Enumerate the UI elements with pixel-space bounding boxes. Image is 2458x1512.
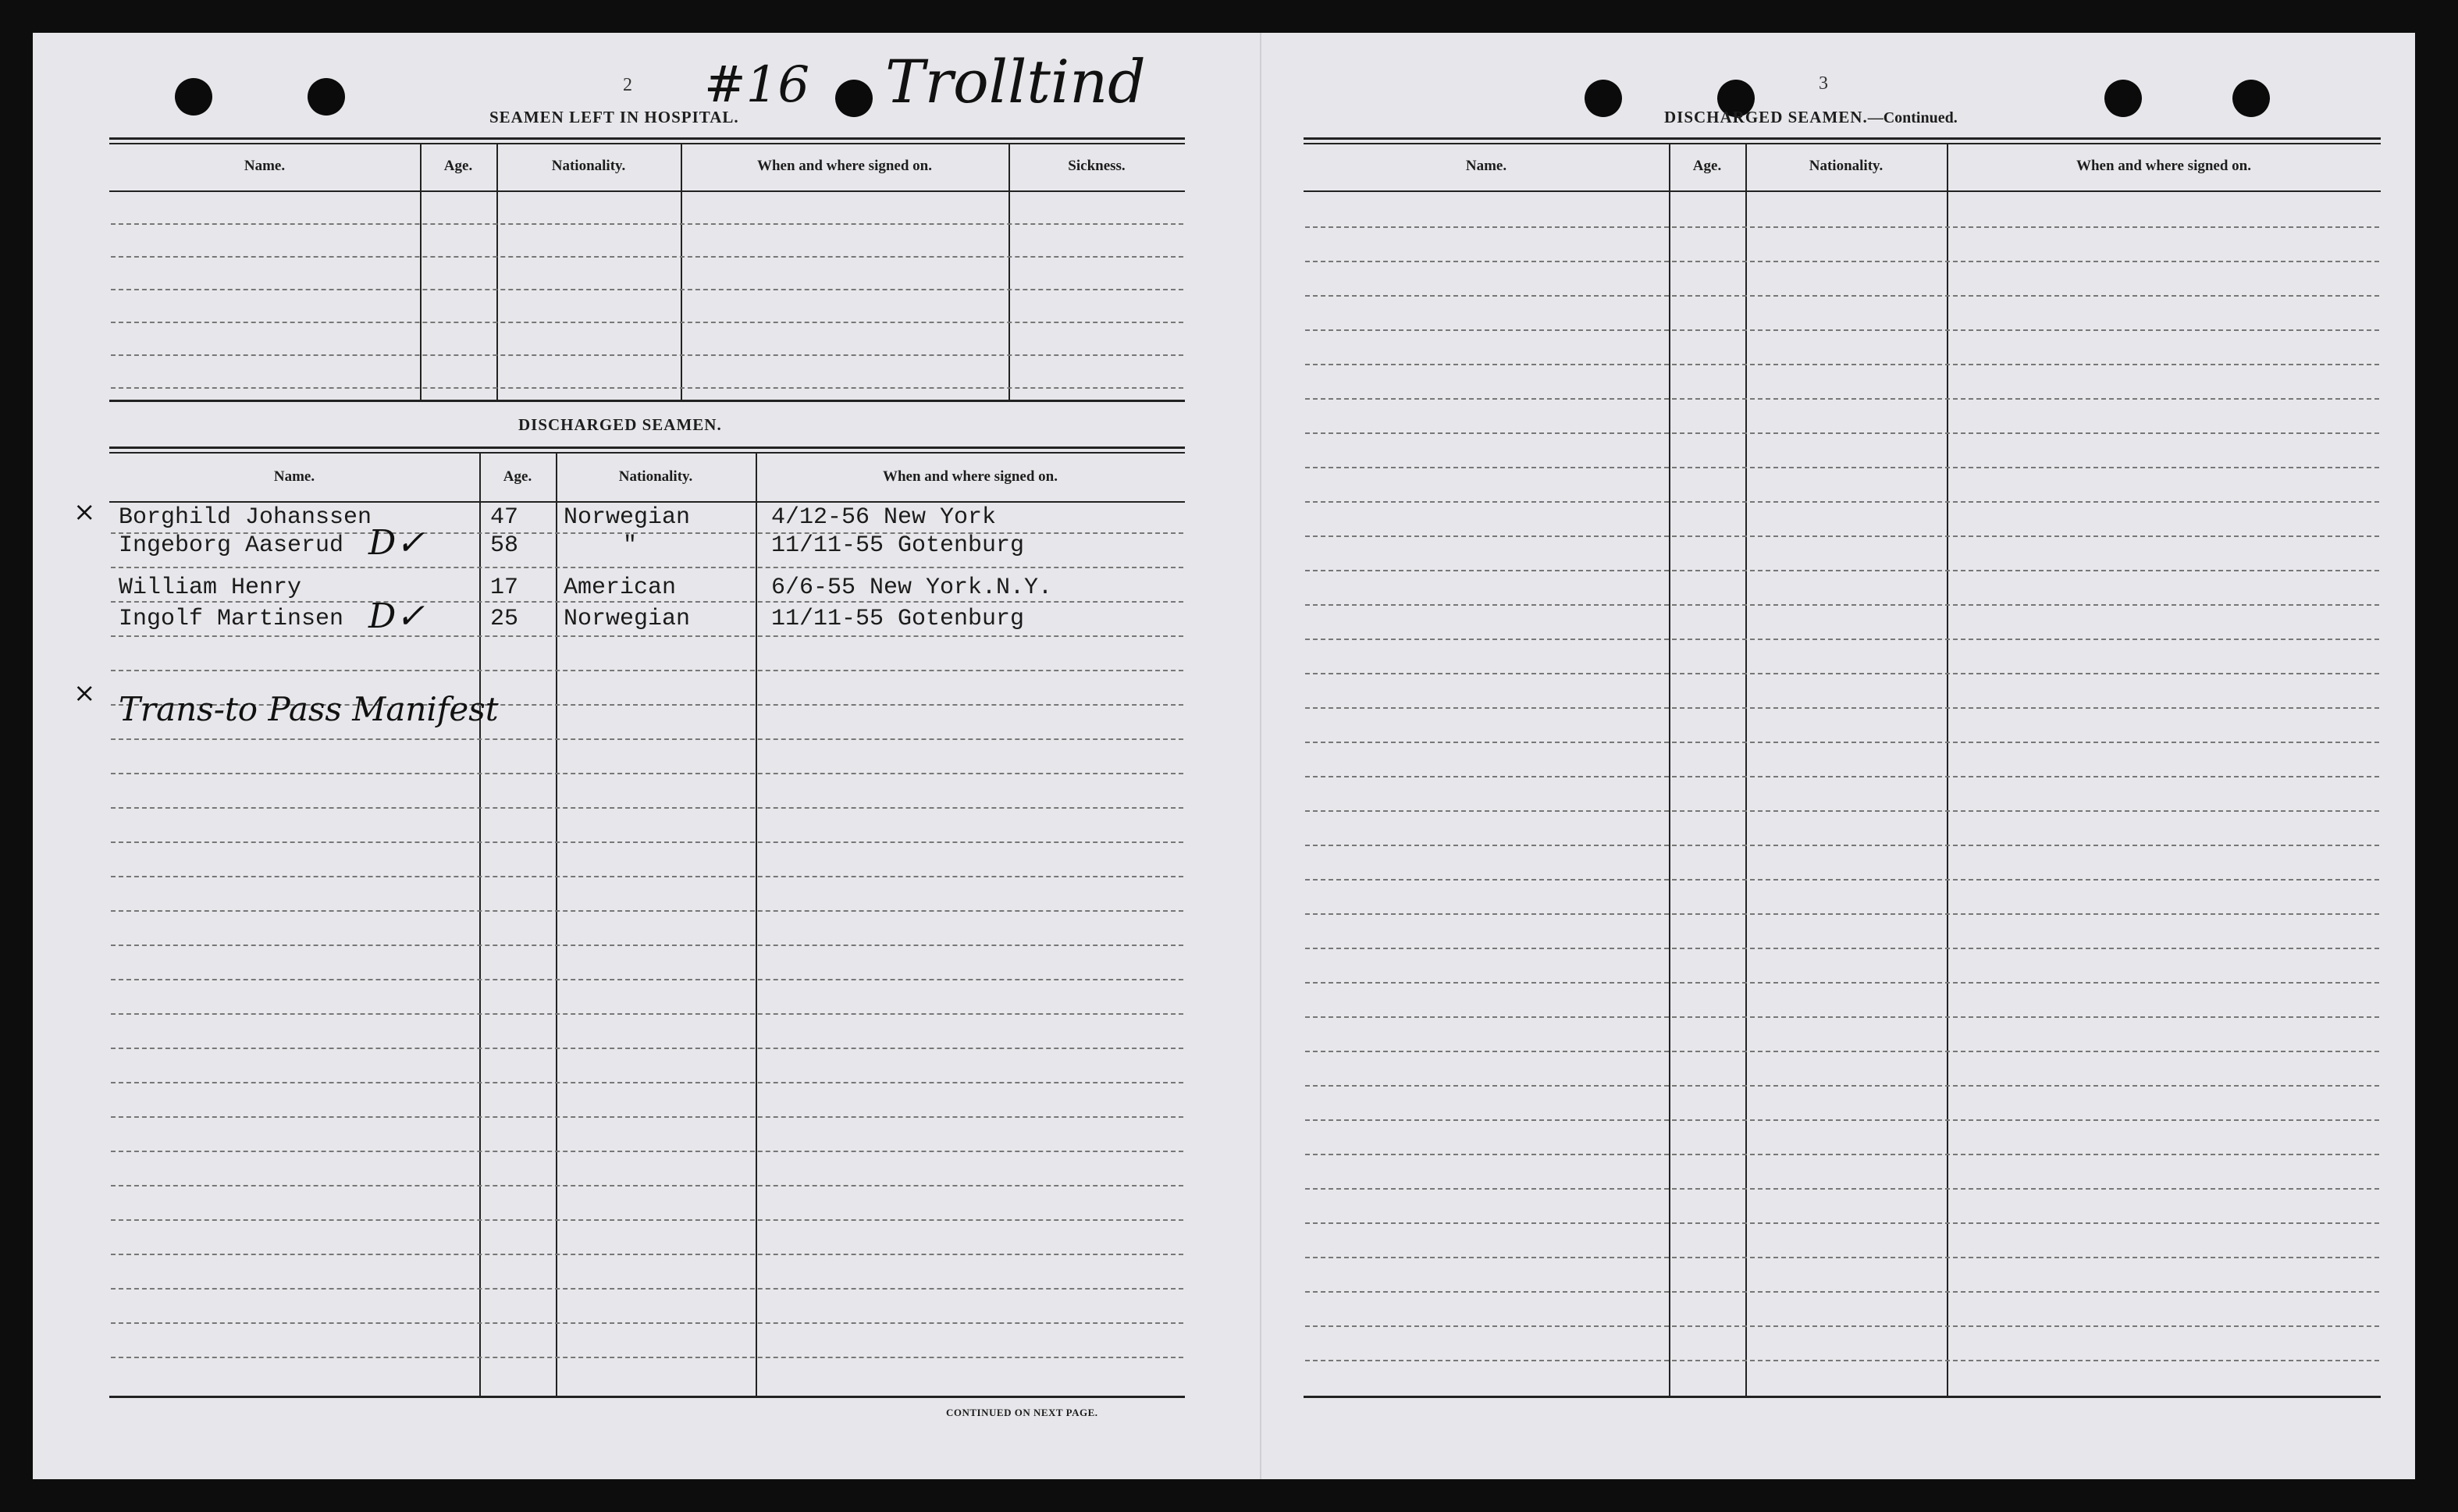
ruled-line [1305,1016,2379,1018]
punch-hole [308,78,345,116]
ruled-line [1305,1257,2379,1258]
right-title-suffix: —Continued. [1867,109,1958,126]
ruled-line [111,1288,1183,1290]
ruled-line [1305,467,2379,468]
handwritten-initials: D✓ [368,523,425,563]
seaman-age: 17 [490,575,519,601]
right-col-name: Name. [1465,158,1507,174]
ruled-line [111,1048,1183,1049]
ruled-line [1305,501,2379,503]
seaman-nationality: Norwegian [564,606,691,632]
hospital-col-sickness: Sickness. [1068,158,1126,174]
ruled-line [1305,1360,2379,1361]
ruled-line [1305,1119,2379,1121]
seaman-nationality: American [564,575,677,601]
seaman-signed-on: 6/6-55 New York.N.Y. [771,575,1053,601]
ruled-line [1305,776,2379,777]
ruled-line [1305,432,2379,434]
ruled-line [111,1013,1183,1015]
seaman-signed-on: 11/11-55 Gotenburg [771,606,1025,632]
right-col-signed-on: When and where signed on. [2076,158,2251,174]
ruled-line [1305,398,2379,400]
ruled-line [111,876,1183,877]
ruled-line [1305,707,2379,709]
hospital-col-nationality: Nationality. [551,158,626,174]
ruled-line [1305,604,2379,606]
discharged-section-title: DISCHARGED SEAMEN. [518,415,722,434]
handwritten-transfer-note: Trans-to Pass Manifest [119,690,499,728]
punch-hole [2104,80,2142,117]
ruled-line [111,1254,1183,1255]
ruled-line [1305,845,2379,846]
ruled-line [111,635,1183,637]
ruled-line [1305,879,2379,881]
seaman-nationality: " [623,532,638,559]
discharged-col-name: Name. [273,468,315,485]
page-number-left: 2 [623,75,632,95]
ruled-line [1305,810,2379,812]
ruled-line [1305,570,2379,571]
ruled-line [1305,1291,2379,1293]
ruled-line [1305,1325,2379,1327]
right-col-nationality: Nationality. [1809,158,1884,174]
ruled-line [1305,1085,2379,1087]
seaman-name: Ingolf Martinsen [119,606,344,632]
punch-hole [175,78,212,116]
right-col-age: Age. [1692,158,1722,174]
seaman-nationality: Norwegian [564,504,691,531]
ruled-line [1305,982,2379,984]
ruled-line [111,841,1183,843]
seaman-age: 25 [490,606,519,632]
discharged-col-signed-on: When and where signed on. [882,468,1058,485]
ruled-line [111,1322,1183,1324]
ruled-line [1305,913,2379,915]
ruled-line [111,910,1183,912]
discharged-col-age: Age. [503,468,532,485]
ruled-line [111,1185,1183,1186]
ruled-line [111,1151,1183,1152]
right-title-text: DISCHARGED SEAMEN. [1664,108,1868,126]
ruled-line [111,1219,1183,1221]
ruled-line [1305,329,2379,331]
ruled-line [1305,261,2379,262]
seaman-name: Ingeborg Aaserud [119,532,344,559]
seaman-age: 47 [490,504,519,531]
right-section-title [1664,108,1958,127]
row-check-mark: × [73,496,96,528]
ruled-line [111,601,1183,603]
ruled-line [1305,673,2379,674]
ruled-line [1305,639,2379,640]
discharged-col-nationality: Nationality. [618,468,693,485]
ruled-line [111,1357,1183,1358]
ruled-line [111,567,1183,568]
ruled-line [111,945,1183,946]
ruled-line [111,807,1183,809]
seaman-name: William Henry [119,575,302,601]
seaman-age: 58 [490,532,519,559]
hospital-section-title: SEAMEN LEFT IN HOSPITAL. [489,108,739,126]
ruled-line [111,738,1183,740]
ruled-line [1305,1222,2379,1224]
seaman-signed-on: 11/11-55 Gotenburg [771,532,1025,559]
handwritten-ship-name: Trolltind [885,47,1146,116]
ruled-line [111,773,1183,774]
continued-footer: CONTINUED ON NEXT PAGE. [946,1407,1098,1418]
hospital-col-name: Name. [244,158,286,174]
ruled-line [1305,535,2379,537]
ruled-line [111,1116,1183,1118]
note-check-mark: × [73,678,96,709]
punch-hole [2232,80,2270,117]
ruled-line [1305,226,2379,228]
ruled-line [1305,364,2379,365]
page-fold [1260,33,1261,1479]
ruled-line [111,979,1183,980]
punch-hole [1585,80,1622,117]
page-number-right: 3 [1819,73,1828,94]
ruled-line [111,1082,1183,1083]
handwritten-initials: D✓ [368,596,425,636]
punch-hole [835,80,873,117]
handwritten-number: #16 [704,56,810,114]
hospital-col-signed-on: When and where signed on. [756,158,932,174]
ruled-line [1305,1051,2379,1052]
ruled-line [1305,1154,2379,1155]
ruled-line [1305,295,2379,297]
ruled-line [1305,742,2379,743]
hospital-col-age: Age. [443,158,473,174]
ruled-line [1305,948,2379,949]
seaman-signed-on: 4/12-56 New York [771,504,997,531]
document-sheet [33,33,2415,1479]
seaman-name: Borghild Johanssen [119,504,372,531]
ruled-line [1305,1188,2379,1190]
ruled-line [111,670,1183,671]
